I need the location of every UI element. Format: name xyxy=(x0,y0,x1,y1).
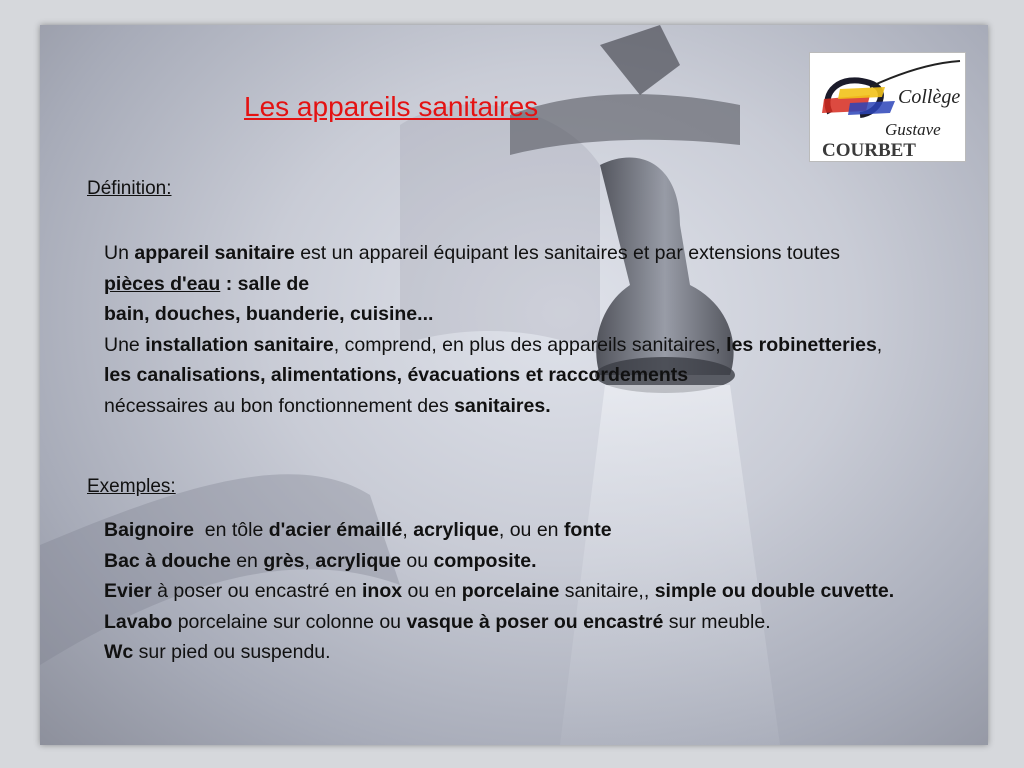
college-logo xyxy=(809,52,966,162)
examples-heading: Exemples: xyxy=(87,476,176,497)
logo-line3: COURBET xyxy=(822,140,916,161)
slide-title: Les appareils sanitaires xyxy=(244,91,539,122)
definition-heading: Définition: xyxy=(87,178,172,199)
logo-line2: Gustave xyxy=(885,120,941,139)
example-wc: Wc sur pied ou suspendu. xyxy=(104,641,331,663)
example-bac-a-douche: Bac à douche en grès, acrylique ou composite. xyxy=(104,549,537,572)
examples-list xyxy=(104,515,904,668)
slide xyxy=(40,25,988,745)
college-logo-icon xyxy=(810,53,965,161)
definition-paragraph: Un appareil sanitaire est un appareil équipant les sanitaires et par extensions toutes pièces d'eau : salle de bain, douches, buanderie, cuisine... Une installation sanitaire, comprend, en plus des appareils sanitaires, les robinetteries, les canalisations, alimentations, évacuations et raccordements nécessaires au bon fonctionnement des sanitaires. xyxy=(104,242,883,417)
example-baignoire: Baignoire en tôle d'acier émaillé, acrylique, ou en fonte xyxy=(104,519,612,541)
example-lavabo: Lavabo porcelaine sur colonne ou vasque à poser ou encastré sur meuble. xyxy=(104,610,771,633)
logo-line1: Collège xyxy=(898,86,961,108)
example-evier: Evier à poser ou encastré en inox ou en porcelaine sanitaire,, simple ou double cuvette. xyxy=(104,580,895,602)
